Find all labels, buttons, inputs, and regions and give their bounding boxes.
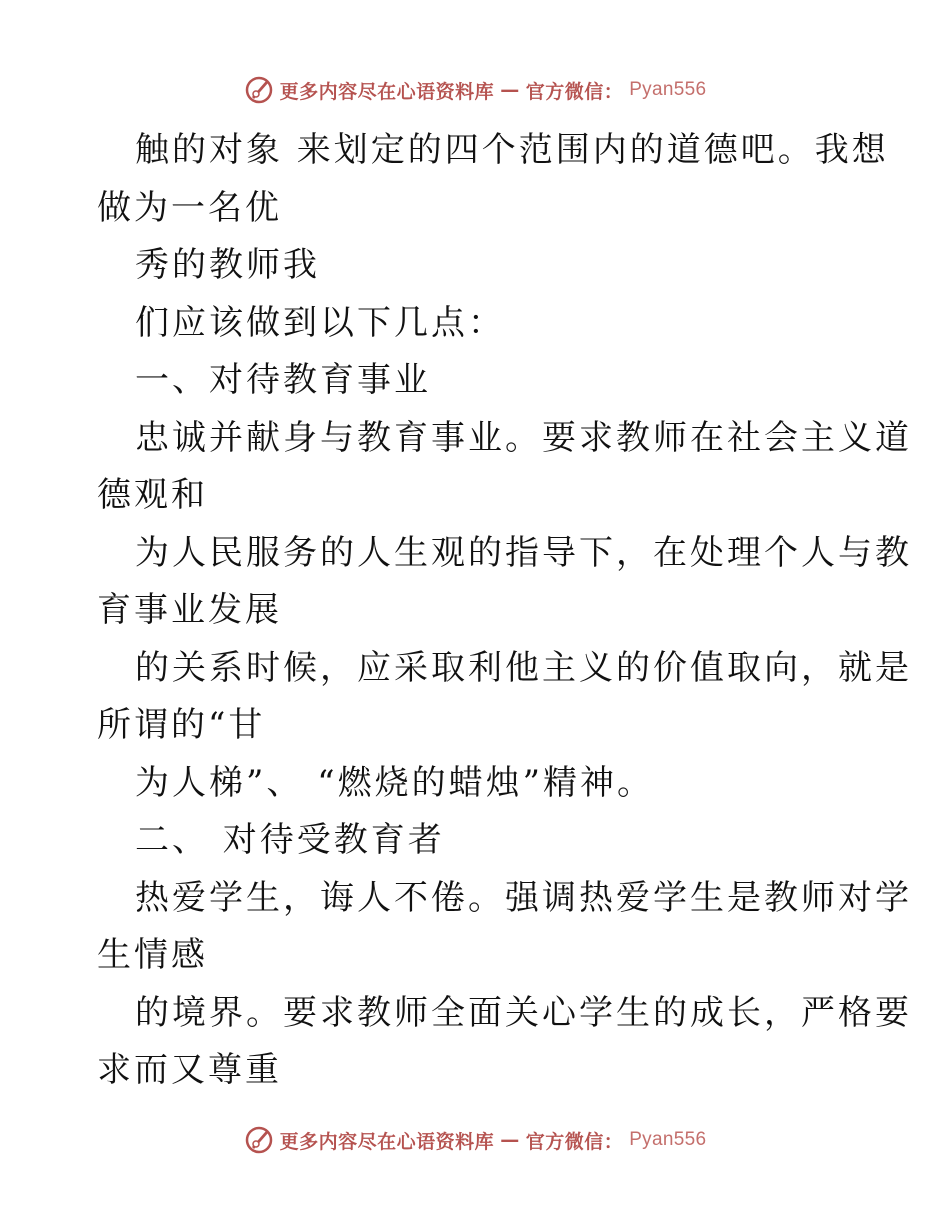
text-line: 做为一名优 [97, 187, 282, 228]
document-body [97, 122, 912, 1100]
text-line: 忠诚并献身与教育事业。要求教师在社会主义道 [135, 417, 912, 458]
text-line: 触的对象 来划定的四个范围内的道德吧。我想 [135, 130, 889, 170]
text-line: 求而又尊重 [97, 1050, 282, 1090]
watermark-handle: Pyan556 [629, 79, 707, 100]
quill-seal-icon [244, 75, 274, 105]
text-line: 育事业发展 [97, 590, 282, 630]
section-heading: 二、 对待受教育者 [135, 820, 445, 860]
watermark-brand: 更多内容尽在心语资料库 [279, 1130, 495, 1153]
watermark-handle: Pyan556 [629, 1129, 707, 1150]
watermark-separator: — [500, 1129, 520, 1151]
text-line: 的境界。要求教师全面关心学生的成长，严格要 [135, 992, 912, 1033]
watermark-official-label: 官方微信： [525, 80, 624, 103]
text-line: 所谓的“甘 [97, 705, 266, 745]
quill-seal-icon [244, 1125, 274, 1155]
section-heading: 一、对待教育事业 [135, 360, 431, 400]
text-line: 为人民服务的人生观的指导下，在处理个人与教 [135, 532, 912, 573]
watermark-brand: 更多内容尽在心语资料库 [279, 80, 495, 103]
watermark-separator: — [500, 79, 520, 101]
footer-watermark [0, 1122, 950, 1158]
text-line: 生情感 [97, 935, 208, 975]
text-line: 的关系时候，应采取利他主义的价值取向，就是 [135, 647, 912, 688]
text-line: 秀的教师我 [135, 245, 320, 285]
text-line: 热爱学生，诲人不倦。强调热爱学生是教师对学 [135, 877, 912, 918]
text-line: 们应该做到以下几点： [135, 302, 505, 343]
header-watermark [0, 72, 950, 108]
text-line: 为人梯”、 “燃烧的蜡烛”精神。 [135, 762, 654, 803]
text-line: 德观和 [97, 475, 208, 515]
watermark-official-label: 官方微信： [525, 1130, 624, 1153]
